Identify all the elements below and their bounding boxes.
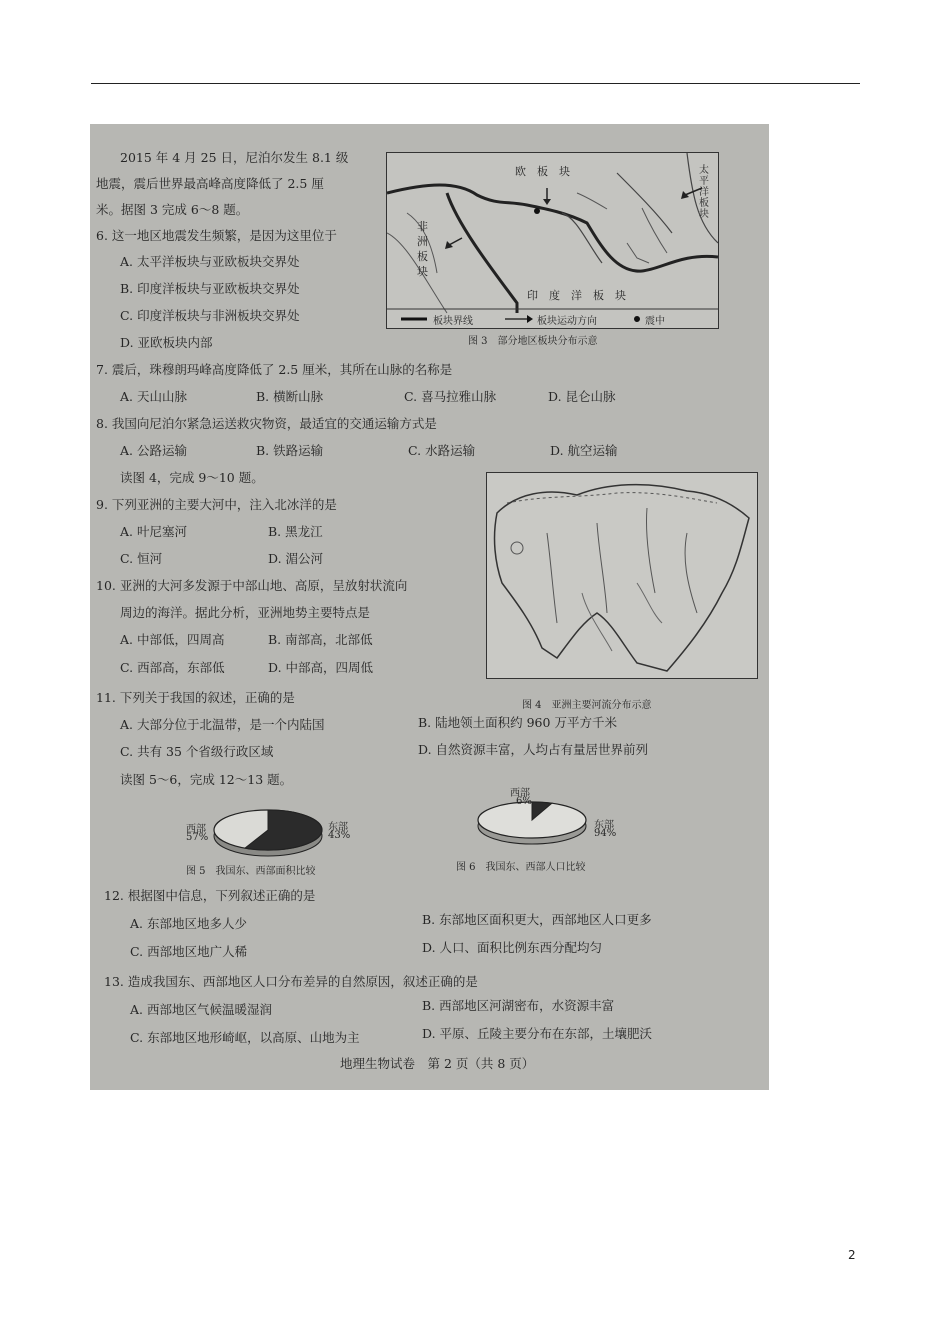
q9-option-a: A. 叶尼塞河 <box>120 524 187 539</box>
q10-stem-2: 周边的海洋。据此分析，亚洲地势主要特点是 <box>120 605 371 620</box>
q7-option-a: A. 天山山脉 <box>120 389 187 404</box>
q13-stem: 13. 造成我国东、西部地区人口分布差异的自然原因，叙述正确的是 <box>104 974 478 989</box>
q11-stem: 11. 下列关于我国的叙述，正确的是 <box>96 690 295 705</box>
scanned-exam-page <box>90 124 769 1090</box>
q6-stem: 6. 这一地区地震发生频繁，是因为这里位于 <box>96 228 337 243</box>
q7-option-b: B. 横断山脉 <box>256 389 324 404</box>
q9-stem: 9. 下列亚洲的主要大河中，注入北冰洋的是 <box>96 497 337 512</box>
q13-option-d: D. 平原、丘陵主要分布在东部，土壤肥沃 <box>422 1026 653 1041</box>
figure-4-asia-rivers-map <box>486 472 758 679</box>
q10-option-b: B. 南部高，北部低 <box>268 632 373 647</box>
asia-rivers-drawing <box>487 473 757 678</box>
q8-option-c: C. 水路运输 <box>408 443 476 458</box>
q13-option-b: B. 西部地区河湖密布，水资源丰富 <box>422 998 615 1013</box>
q11-option-d: D. 自然资源丰富，人均占有量居世界前列 <box>418 742 649 757</box>
q6-option-a: A. 太平洋板块与亚欧板块交界处 <box>120 254 300 269</box>
fig6-west-label: 西部 <box>510 788 530 799</box>
fig5-west-value: 57% <box>186 832 209 843</box>
fig6-east-label: 东部 <box>594 820 614 831</box>
legend-motion: 板块运动方向 <box>537 316 597 327</box>
intro-line-3: 米。据图 3 完成 6～8 题。 <box>96 202 249 217</box>
q11-option-a: A. 大部分位于北温带，是一个内陆国 <box>120 717 325 732</box>
pacific-plate-label: 太平洋板块 <box>699 165 709 220</box>
fig6-west-value: 6% <box>516 796 532 807</box>
q12-option-a: A. 东部地区地多人少 <box>130 916 247 931</box>
q11-option-b: B. 陆地领土面积约 960 万平方千米 <box>418 715 617 730</box>
read-figure-4: 读图 4，完成 9～10 题。 <box>120 470 264 485</box>
legend-epicenter: 震中 <box>645 316 665 327</box>
q10-option-c: C. 西部高，东部低 <box>120 660 225 675</box>
q6-option-b: B. 印度洋板块与亚欧板块交界处 <box>120 281 300 296</box>
q11-option-c: C. 共有 35 个省级行政区域 <box>120 744 274 759</box>
figure-5-caption: 图 5 我国东、西部面积比较 <box>186 866 316 877</box>
indian-plate-label: 印 度 洋 板 块 <box>527 289 626 302</box>
q10-stem-1: 10. 亚洲的大河多发源于中部山地、高原，呈放射状流向 <box>96 578 408 593</box>
read-figures-5-6: 读图 5～6，完成 12～13 题。 <box>120 772 293 787</box>
eurasian-plate-label: 欧 板 块 <box>515 165 570 178</box>
intro-line-1: 2015 年 4 月 25 日，尼泊尔发生 8.1 级 <box>120 150 349 165</box>
figure-3-caption: 图 3 部分地区板块分布示意 <box>468 336 598 347</box>
q10-option-a: A. 中部低，四周高 <box>120 632 225 647</box>
q6-option-c: C. 印度洋板块与非洲板块交界处 <box>120 308 300 323</box>
q9-option-d: D. 湄公河 <box>268 551 324 566</box>
q8-option-b: B. 铁路运输 <box>256 443 324 458</box>
q7-option-d: D. 昆仑山脉 <box>548 389 616 404</box>
q6-option-d: D. 亚欧板块内部 <box>120 335 213 350</box>
figure-3-plate-map <box>386 152 719 329</box>
fig5-east-label: 东部 <box>328 822 348 833</box>
fig5-west-label: 西部 <box>186 824 206 835</box>
q8-stem: 8. 我国向尼泊尔紧急运送救灾物资，最适宜的交通运输方式是 <box>96 416 437 431</box>
q9-option-b: B. 黑龙江 <box>268 524 323 539</box>
q7-option-c: C. 喜马拉雅山脉 <box>404 389 497 404</box>
figure-6-caption: 图 6 我国东、西部人口比较 <box>456 862 586 873</box>
q12-option-c: C. 西部地区地广人稀 <box>130 944 248 959</box>
q12-stem: 12. 根据图中信息，下列叙述正确的是 <box>104 888 316 903</box>
figure-5-pie-chart <box>208 804 328 860</box>
q13-option-c: C. 东部地区地形崎岖，以高原、山地为主 <box>130 1030 360 1045</box>
intro-line-2: 地震，震后世界最高峰高度降低了 2.5 厘 <box>96 176 324 191</box>
q13-option-a: A. 西部地区气候温暖湿润 <box>130 1002 272 1017</box>
fig6-east-value: 94% <box>594 828 617 839</box>
header-rule <box>91 83 860 84</box>
exam-page-footer: 地理生物试卷 第 2 页（共 8 页） <box>340 1056 535 1071</box>
q8-option-d: D. 航空运输 <box>550 443 618 458</box>
q8-option-a: A. 公路运输 <box>120 443 187 458</box>
african-plate-label: 非洲板块 <box>417 220 428 278</box>
q10-option-d: D. 中部高，四周低 <box>268 660 374 675</box>
q12-option-d: D. 人口、面积比例东西分配均匀 <box>422 940 603 955</box>
q9-option-c: C. 恒河 <box>120 551 163 566</box>
figure-6-pie-chart <box>472 794 592 850</box>
legend-boundary: 板块界线 <box>433 316 473 327</box>
q12-option-b: B. 东部地区面积更大，西部地区人口更多 <box>422 912 652 927</box>
figure-4-caption: 图 4 亚洲主要河流分布示意 <box>522 700 652 711</box>
page-number: 2 <box>848 1248 856 1262</box>
fig5-east-value: 43% <box>328 830 351 841</box>
q7-stem: 7. 震后，珠穆朗玛峰高度降低了 2.5 厘米，其所在山脉的名称是 <box>96 362 453 377</box>
